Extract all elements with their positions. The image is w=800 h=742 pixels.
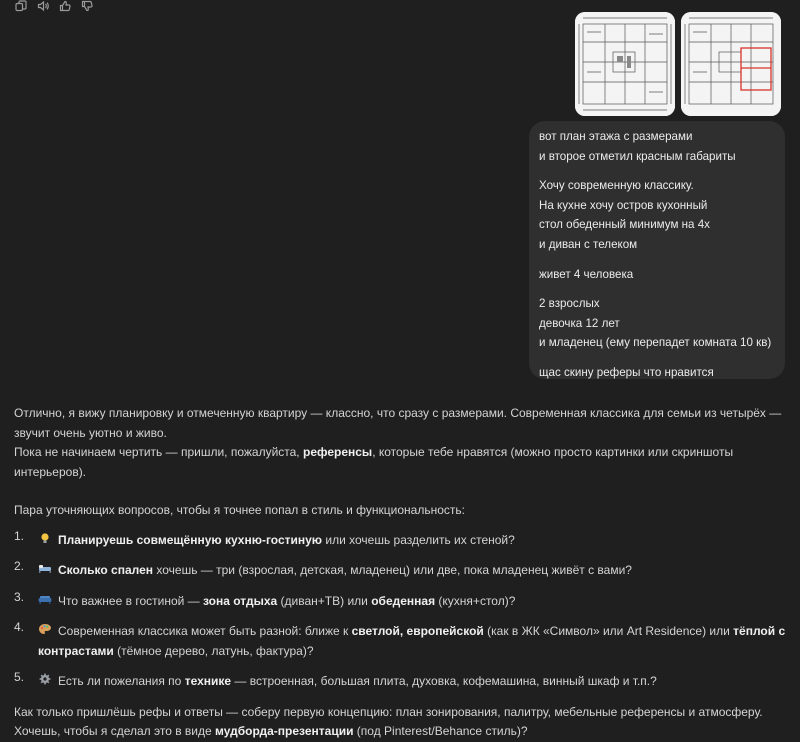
floor-plan-drawing bbox=[575, 12, 675, 116]
reply-paragraph: Пока не начинаем чертить — пришли, пожалуйста, референсы, которые тебе нравятся (можно просто картинки или скриншоты интерьеров). bbox=[14, 445, 734, 479]
question-text: Планируешь совмещённую кухню-гостиную или хочешь разделить их стеной? bbox=[38, 527, 786, 551]
floor-plan-marked-image[interactable] bbox=[681, 12, 781, 116]
message-line: стол обеденный минимум на 4х bbox=[539, 218, 710, 232]
message-line: живет 4 человека bbox=[539, 267, 634, 281]
lightbulb-icon bbox=[38, 531, 52, 543]
question-number: 5. bbox=[14, 670, 25, 684]
question-number: 1. bbox=[14, 528, 25, 543]
message-line: щас скину реферы что нравится bbox=[539, 365, 714, 379]
reply-paragraph: Пара уточняющих вопросов, чтобы я точнее попал в стиль и функциональность: bbox=[14, 503, 465, 517]
floor-plan-marked-drawing bbox=[681, 12, 781, 116]
question-number: 3. bbox=[14, 589, 25, 604]
message-line: На кухне хочу остров кухонный bbox=[539, 198, 708, 212]
gear-icon bbox=[38, 672, 52, 684]
question-item bbox=[14, 668, 786, 692]
question-item bbox=[14, 588, 786, 612]
message-line: 2 взрослых bbox=[539, 297, 600, 311]
question-text: Современная классика может быть разной: ближе к светлой, европейской (как в ЖК «Символ» или Art Residence) или тёплой с контрастами (тёмное дерево, латунь, фактура)? bbox=[38, 624, 786, 658]
reply-paragraph: Отлично, я вижу планировку и отмеченную квартиру — классно, что сразу с размерами. Современная классика для семьи из четырёх — звучит очень уютно и живо. bbox=[14, 406, 782, 440]
speaker-icon[interactable] bbox=[36, 0, 50, 12]
user-message-bubble bbox=[529, 121, 785, 379]
message-line: девочка 12 лет bbox=[539, 316, 620, 330]
palette-icon bbox=[38, 622, 52, 634]
message-line: и второе отметил красным габариты bbox=[539, 149, 736, 163]
thumbs-down-icon[interactable] bbox=[80, 0, 94, 12]
question-text: Есть ли пожелания по технике — встроенная, большая плита, духовка, кофемашина, винный шкаф и т.п.? bbox=[38, 668, 786, 692]
question-list bbox=[14, 527, 786, 692]
copy-icon[interactable] bbox=[14, 0, 28, 12]
question-number: 4. bbox=[14, 620, 25, 634]
reply-paragraph: Как только пришлёшь рефы и ответы — соберу первую концепцию: план зонирования, палитру, мебельные референсы и атмосферу. Хочешь, чтобы я сделал это в виде мудборда-презентации (под Pinterest/Behance стиль)? bbox=[14, 704, 763, 738]
question-item bbox=[14, 527, 786, 551]
sofa-icon bbox=[38, 592, 52, 604]
bed-icon bbox=[38, 561, 52, 573]
question-text: Сколько спален хочешь — три (взрослая, детская, младенец) или две, пока младенец живёт с вами? bbox=[38, 557, 786, 581]
attachments bbox=[575, 12, 781, 116]
thumbs-up-icon[interactable] bbox=[58, 0, 72, 12]
question-item bbox=[14, 557, 786, 581]
floor-plan-image[interactable] bbox=[575, 12, 675, 116]
message-line: Хочу современную классику. bbox=[539, 179, 694, 193]
question-number: 2. bbox=[14, 559, 25, 573]
question-item bbox=[14, 618, 786, 661]
question-text: Что важнее в гостиной — зона отдыха (диван+ТВ) или обеденная (кухня+стол)? bbox=[38, 588, 786, 612]
message-line: вот план этажа с размерами bbox=[539, 130, 693, 143]
message-line: и диван с телеком bbox=[539, 237, 638, 251]
assistant-reply bbox=[14, 404, 786, 742]
message-line: и младенец (ему перепадет комната 10 кв) bbox=[539, 336, 772, 350]
message-actions bbox=[14, 0, 94, 12]
